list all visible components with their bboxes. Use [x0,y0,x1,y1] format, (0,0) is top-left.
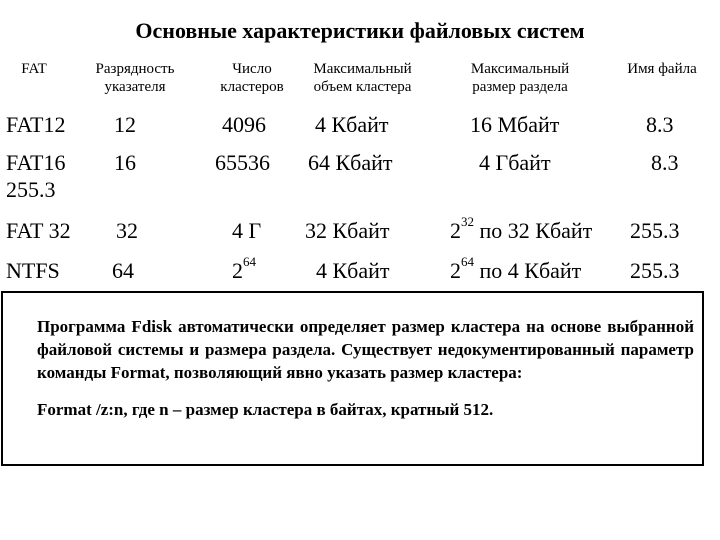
header-max-partition-line1: Максимальный [470,61,570,77]
header-max-partition [450,60,590,96]
cell-filename: 255.3 [630,258,680,283]
cell-bits: 16 [114,150,136,175]
partition-rest: по 4 Кбайт [474,258,582,283]
cell-bits: 12 [114,112,136,137]
partition-base: 2 [450,258,461,283]
partition-exponent: 32 [461,214,474,229]
partition-base: 2 [450,218,461,243]
partition-exponent: 64 [461,254,474,269]
header-max-cluster [300,60,425,96]
cell-fs: FAT12 [6,112,66,137]
cell-clusters: 65536 [215,150,270,175]
cell-cluster-size: 64 Кбайт [308,150,393,175]
cell-fs: NTFS [6,258,60,283]
header-max-cluster-line2: объем кластера [313,79,412,95]
header-fat [14,60,54,78]
cell-clusters: 4096 [222,112,266,137]
cell-partition: 16 Мбайт [470,112,560,137]
header-bits-line1: Разрядность [95,61,175,77]
header-clusters [212,60,292,96]
note-command: Format /z:n, где n – размер кластера в байтах, кратный 512. [37,400,494,419]
header-filename [612,60,712,78]
header-filename-label: Имя файла [627,61,697,77]
cell-filename: 8.3 [651,150,679,175]
cell-clusters: 4 Г [232,218,262,243]
header-fat-label: FAT [21,61,47,77]
header-clusters-line2: кластеров [220,79,284,95]
header-bits [80,60,190,96]
cell-cluster-size: 32 Кбайт [305,218,390,243]
header-max-partition-line2: размер раздела [472,79,568,95]
header-bits-line2: указателя [104,79,166,95]
header-max-cluster-line1: Максимальный [313,61,412,77]
cell-bits: 32 [116,218,138,243]
header-clusters-line1: Число [232,61,272,77]
cell-clusters [232,254,256,284]
page-title: Основные характеристики файловых систем [135,18,585,43]
cell-fs: FAT16 [6,150,66,175]
cell-fs: FAT 32 [6,218,71,243]
cell-filename: 255.3 [630,218,680,243]
note-box [1,291,704,466]
cell-filename: 8.3 [646,112,674,137]
cell-partition [450,214,593,244]
clusters-exponent: 64 [243,254,256,269]
cell-partition [450,254,582,284]
cell-cluster-size: 4 Кбайт [316,258,390,283]
partition-rest: по 32 Кбайт [474,218,593,243]
note-paragraph: Программа Fdisk автоматически определяет размер кластера на основе выбранной файловой системы и размера раздела. Существует недокументированный параметр команды Format, позволяющий явно указать размер кластера: [37,317,694,382]
cell-bits: 64 [112,258,134,283]
clusters-base: 2 [232,258,243,283]
cell-cluster-size: 4 Кбайт [315,112,389,137]
cell-partition: 4 Гбайт [479,150,551,175]
cell-fs-extra: 255.3 [6,177,56,202]
